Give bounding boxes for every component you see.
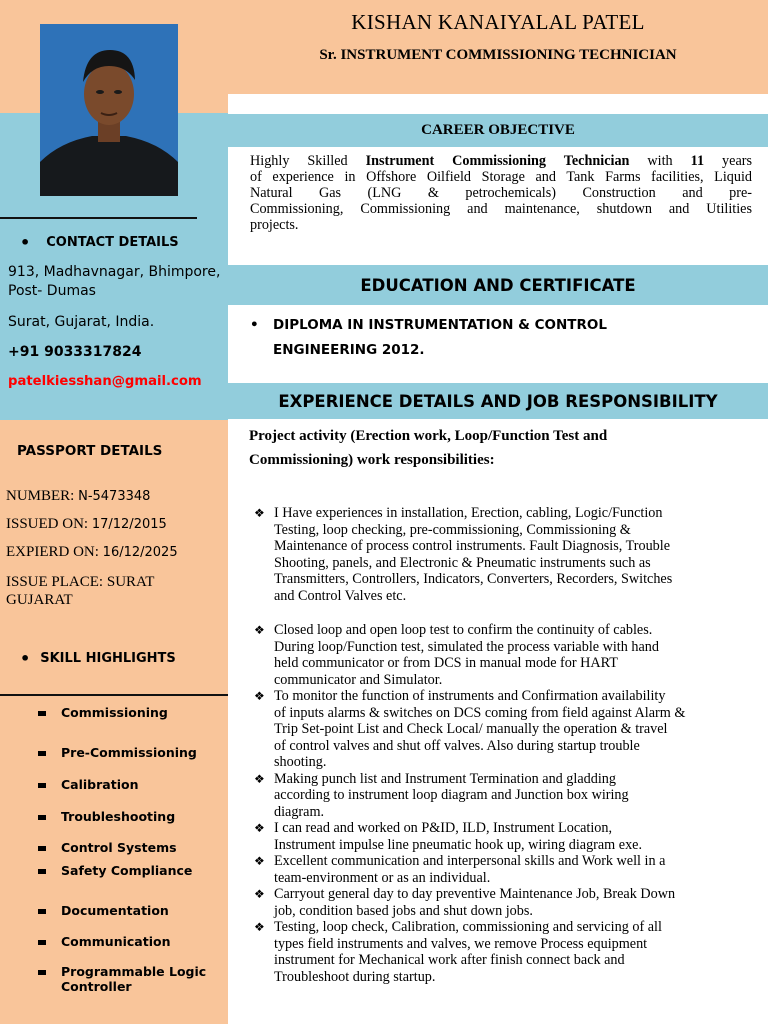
responsibility-line: Maintenance of process control instruments. Fault Diagnosis, Trouble: [274, 538, 671, 554]
responsibility-line: During loop/Function test, simulated the process variable with hand: [274, 638, 659, 655]
responsibility-item: [254, 688, 760, 771]
skill-item: Troubleshooting: [38, 809, 175, 824]
skill-item-continued: Controller: [61, 979, 132, 994]
responsibility-line: Carryout general day to day preventive Maintenance Job, Break Down: [274, 886, 676, 902]
skill-item: Programmable Logic: [38, 964, 206, 979]
responsibility-line: instrument for Mechanical work after finish connect back and: [274, 952, 625, 968]
phone: +91 9033317824: [8, 344, 142, 360]
responsibility-line: of inputs alarms & switches on DCS coming from field against Alarm &: [274, 704, 686, 721]
skill-item: Pre-Commissioning: [38, 745, 197, 760]
diamond-bullet-icon: ❖: [254, 821, 265, 835]
education-heading: EDUCATION AND CERTIFICATE: [360, 275, 636, 295]
responsibility-line: and Control Valves etc.: [274, 587, 407, 604]
experience-intro: Project activity (Erection work, Loop/Function Test and Commissioning) work responsibilities:: [249, 428, 608, 468]
profile-photo: [40, 24, 178, 196]
responsibility-line: Transmitters, Controllers, Indicators, Converters, Recorders, Switches: [274, 571, 673, 587]
responsibility-line: Trip Set-point List and Check Local/ manually the operation & travel: [274, 721, 668, 737]
diamond-bullet-icon: ❖: [254, 623, 265, 637]
responsibility-item: [254, 771, 760, 821]
responsibility-list: [254, 505, 760, 985]
passport-heading: PASSPORT DETAILS: [17, 443, 163, 459]
passport-expiry: EXPIERD ON: 16/12/2025: [6, 544, 178, 560]
responsibility-line: diagram.: [274, 803, 325, 820]
responsibility-line: Making punch list and Instrument Termination and gladding: [274, 770, 616, 787]
job-title: Sr. INSTRUMENT COMMISSIONING TECHNICIAN: [319, 47, 677, 63]
responsibility-item: [254, 505, 760, 604]
responsibility-line: To monitor the function of instruments and Confirmation availability: [274, 688, 666, 704]
passport-issued: ISSUED ON: 17/12/2015: [6, 516, 167, 532]
responsibility-item: [254, 919, 760, 985]
responsibility-line: team-environment or as an individual.: [274, 869, 491, 886]
diamond-bullet-icon: ❖: [254, 506, 265, 520]
passport-place: ISSUE PLACE: SURAT GUJARAT: [6, 574, 155, 608]
divider: [0, 694, 228, 696]
header-edge: [228, 92, 768, 94]
divider: [0, 217, 197, 219]
city: Surat, Gujarat, India.: [8, 314, 155, 330]
bullet-dot: •: [20, 649, 31, 668]
education-band: [228, 265, 768, 305]
career-objective-band: [228, 114, 768, 147]
skill-item: Safety Compliance: [38, 863, 192, 878]
skill-item: Communication: [38, 934, 171, 949]
responsibility-line: Instrument impulse line pneumatic hook up, wiring diagram exe.: [274, 836, 643, 853]
skill-item: Control Systems: [38, 840, 177, 855]
responsibility-line: types field instruments and valves, we remove Process equipment: [274, 935, 648, 952]
experience-band: [228, 383, 768, 419]
responsibility-line: Excellent communication and interpersonal skills and Work well in a: [274, 853, 666, 869]
skill-item: Calibration: [38, 777, 138, 792]
passport-number: NUMBER: N-5473348: [6, 488, 151, 504]
bullet-dot: •: [20, 233, 31, 252]
diamond-bullet-icon: ❖: [254, 887, 265, 901]
skills-heading: • SKILL HIGHLIGHTS: [20, 649, 176, 668]
responsibility-line: of control valves and shut off valves. Also during startup trouble: [274, 737, 640, 754]
responsibility-item: [254, 853, 760, 886]
responsibility-item: [254, 622, 760, 688]
responsibility-line: job, condition based jobs and shut down jobs.: [274, 902, 533, 919]
responsibility-line: Closed loop and open loop test to confirm the continuity of cables.: [274, 622, 653, 638]
diamond-bullet-icon: ❖: [254, 771, 265, 786]
candidate-name: KISHAN KANAIYALAL PATEL: [351, 10, 645, 34]
skill-item: Documentation: [38, 903, 169, 918]
responsibility-line: according to instrument loop diagram and Junction box wiring: [274, 787, 629, 803]
diamond-bullet-icon: ❖: [254, 920, 265, 934]
address-line-1: 913, Madhavnagar, Bhimpore,: [8, 264, 221, 280]
responsibility-line: Troubleshoot during startup.: [274, 968, 436, 985]
diamond-bullet-icon: ❖: [254, 689, 265, 703]
education-entry: • DIPLOMA IN INSTRUMENTATION & CONTROL ENGINEERING 2012.: [250, 317, 607, 358]
address-line-2: Post- Dumas: [8, 283, 96, 299]
responsibility-item: [254, 886, 760, 919]
responsibility-line: communicator and Simulator.: [274, 671, 443, 688]
responsibility-line: I can read and worked on P&ID, ILD, Instrument Location,: [274, 820, 613, 836]
responsibility-line: held communicator or from DCS in manual mode for HART: [274, 655, 618, 671]
responsibility-item: [254, 820, 760, 853]
email-link[interactable]: patelkiesshan@gmail.com: [8, 374, 202, 389]
responsibility-line: I Have experiences in installation, Erection, cabling, Logic/Function: [274, 505, 663, 521]
responsibility-line: Testing, loop checking, pre-commissioning, Commissioning &: [274, 521, 631, 538]
contact-heading: • CONTACT DETAILS: [20, 233, 179, 252]
experience-heading: EXPERIENCE DETAILS AND JOB RESPONSIBILITY: [278, 391, 718, 411]
career-objective-text: Highly Skilled Instrument Commissioning Technician with 11 years of experience in Offshore Oilfield Storage and Tank Farms facilities, Liquid Natural Gas (LNG & petrochemicals) Construction and pre- Commissioning, Commissioning and maintenance, shutdown and Utilities projects.: [250, 153, 752, 233]
responsibility-line: Shooting, panels, and Electronic & Pneumatic instruments such as: [274, 554, 651, 571]
responsibility-line: shooting.: [274, 754, 327, 770]
career-objective-heading: CAREER OBJECTIVE: [421, 122, 575, 138]
diamond-bullet-icon: ❖: [254, 854, 265, 868]
skill-item: Commissioning: [38, 705, 168, 720]
responsibility-line: Testing, loop check, Calibration, commissioning and servicing of all: [274, 919, 662, 935]
